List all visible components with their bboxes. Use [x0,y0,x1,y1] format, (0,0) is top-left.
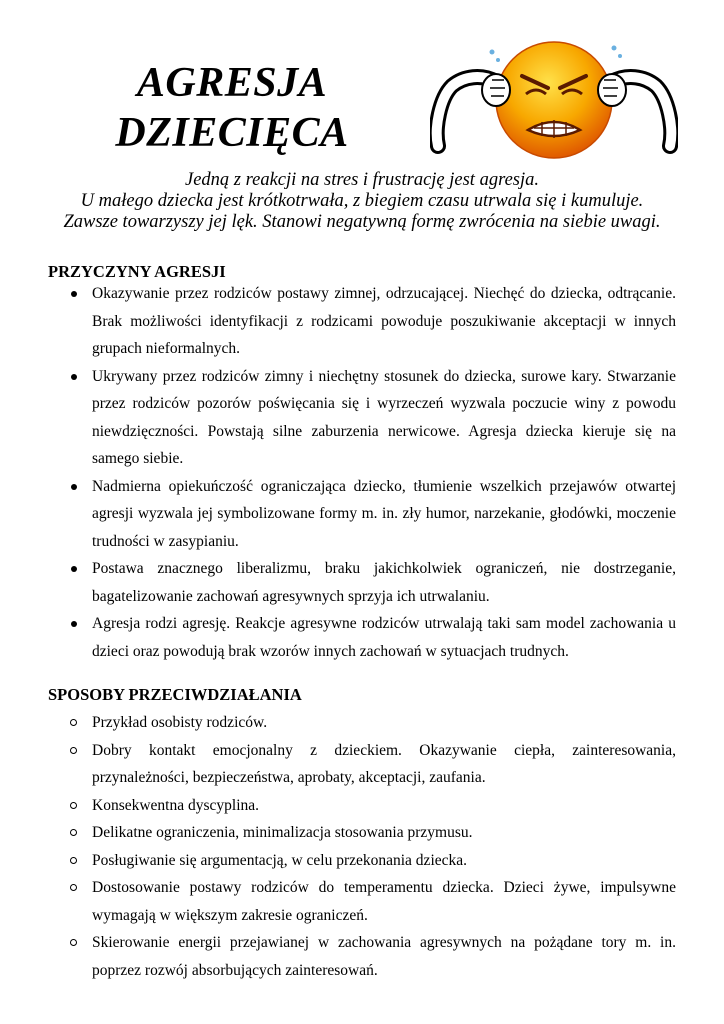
bullet-icon [70,939,77,946]
causes-heading: PRZYCZYNY AGRESJI [48,262,226,281]
bullet-icon [71,621,77,627]
angry-face-covering-ears-icon [430,38,678,164]
intro-line-2: U małego dziecka jest krótkotrwała, z biegiem czasu utrwala się i kumuluje. [80,191,644,211]
intro-text [40,170,684,233]
bullet-icon [70,857,77,864]
list-item: Postawa znacznego liberalizmu, braku jakichkolwiek ograniczeń, nie dostrzeganie, bagatelizowanie zachowań agresywnych sprzyja ich utrwalaniu. [48,555,676,610]
list-item: Okazywanie przez rodziców postawy zimnej, odrzucającej. Niechęć do dziecka, odtrącanie. Brak możliwości identyfikacji z rodzicami powoduje poszukiwanie akceptacji w innych grupach nieformalnych. [48,280,676,363]
title-line-2: DZIECIĘCA [115,110,349,156]
list-item: Przykład osobisty rodziców. [48,709,676,737]
counter-heading: SPOSOBY PRZECIWDZIAŁANIA [48,685,302,704]
bullet-icon [71,484,77,490]
list-item: Ukrywany przez rodziców zimny i niechętny stosunek do dziecka, surowe kary. Stwarzanie przez rodziców pozorów poświęcania się i wyrzeczeń wyzwala poczucie winy z powodu niewdzięczności. Powstają silne zaburzenia nerwicowe. Agresja dziecka kieruje się na samego siebie. [48,363,676,473]
causes-list [48,280,676,665]
page-title [92,58,372,158]
counter-list [48,709,676,984]
bullet-icon [70,829,77,836]
bullet-icon [71,291,77,297]
list-item: Posługiwanie się argumentacją, w celu przekonania dziecka. [48,847,676,875]
list-item: Skierowanie energii przejawianej w zachowania agresywnych na pożądane tory m. in. poprzez rozwój absorbujących zainteresowań. [48,929,676,984]
bullet-icon [71,374,77,380]
list-item: Konsekwentna dyscyplina. [48,792,676,820]
list-item: Dostosowanie postawy rodziców do temperamentu dziecka. Dzieci żywe, impulsywne wymagają w większym zakresie ograniczeń. [48,874,676,929]
intro-line-1: Jedną z reakcji na stres i frustrację jest agresja. [184,170,540,190]
bullet-icon [70,747,77,754]
bullet-icon [71,566,77,572]
bullet-icon [70,884,77,891]
bullet-icon [70,719,77,726]
bullet-icon [70,802,77,809]
list-item: Dobry kontakt emocjonalny z dzieckiem. Okazywanie ciepła, zainteresowania, przynależności, bezpieczeństwa, aprobaty, akceptacji, zaufania. [48,737,676,792]
intro-line-3: Zawsze towarzyszy jej lęk. Stanowi negatywną formę zwrócenia na siebie uwagi. [63,212,661,232]
title-line-1: AGRESJA [136,60,328,106]
list-item: Nadmierna opiekuńczość ograniczająca dziecko, tłumienie wszelkich przejawów otwartej agresji wyzwala jej symbolizowane formy m. in. zły humor, narzekanie, głodówki, moczenie trudności w zasypianiu. [48,473,676,556]
list-item: Agresja rodzi agresję. Reakcje agresywne rodziców utrwalają taki sam model zachowania u dzieci oraz powodują brak wzorów innych zachowań w sytuacjach trudnych. [48,610,676,665]
list-item: Delikatne ograniczenia, minimalizacja stosowania przymusu. [48,819,676,847]
